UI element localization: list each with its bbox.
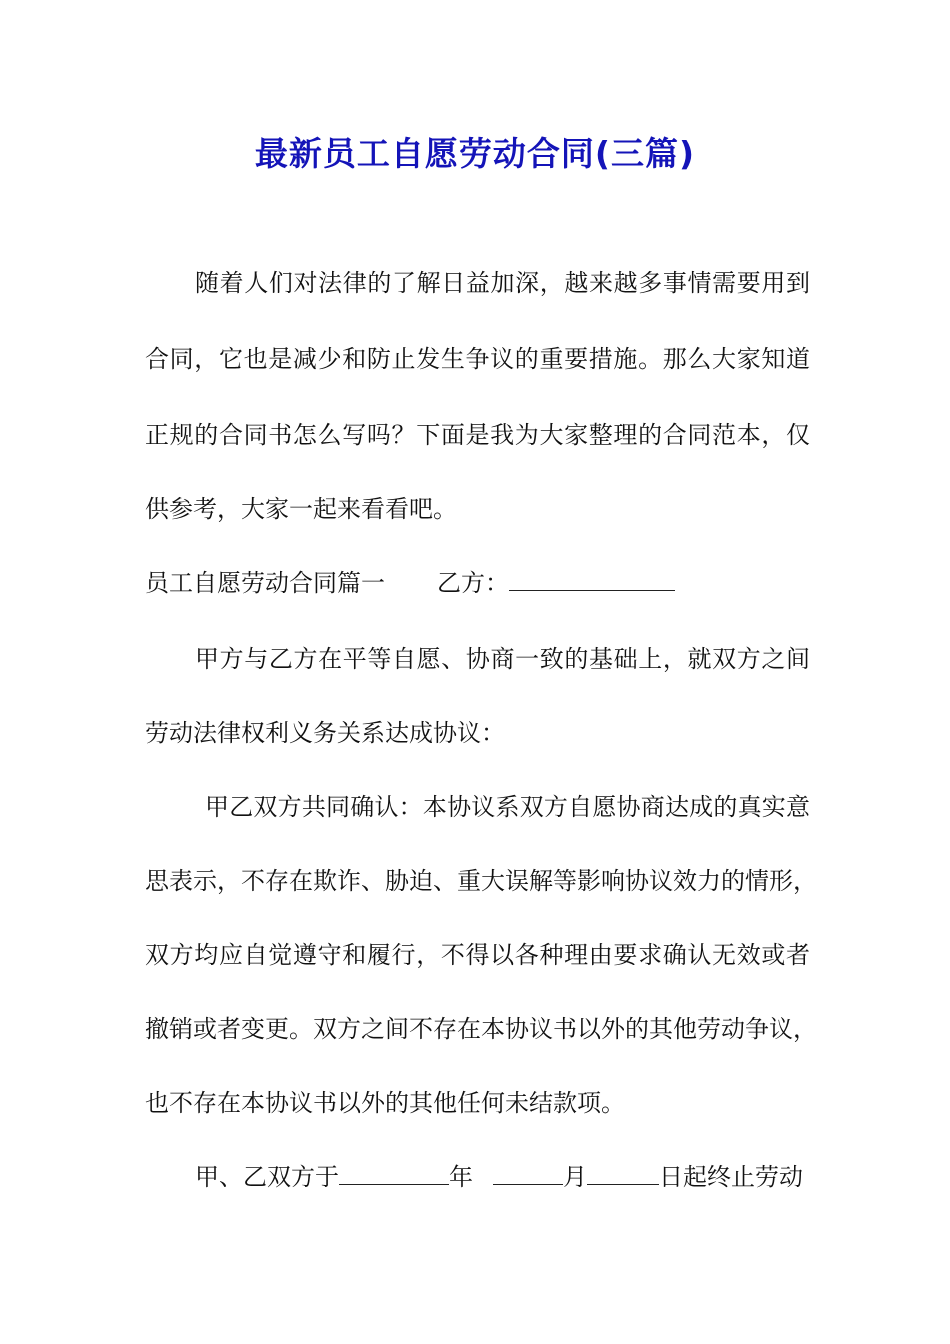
intro-line-3: 正规的合同书怎么写吗？下面是我为大家整理的合同范本，仅 [145, 421, 810, 449]
para3-suffix: 日起终止劳动 [659, 1163, 803, 1191]
para2-line-5: 也不存在本协议书以外的其他任何未结款项。 [145, 1089, 625, 1117]
para2-line-2: 思表示，不存在欺诈、胁迫、重大误解等影响协议效力的情形， [145, 867, 817, 895]
para2-line-4: 撤销或者变更。双方之间不存在本协议书以外的其他劳动争议， [145, 1015, 817, 1043]
day-blank [587, 1162, 659, 1185]
para3-prefix: 甲、乙双方于 [195, 1163, 339, 1191]
para2-line-3: 双方均应自觉遵守和履行，不得以各种理由要求确认无效或者 [145, 941, 810, 969]
section-heading-row [145, 568, 810, 598]
intro-line-1: 随着人们对法律的了解日益加深，越来越多事情需要用到 [195, 269, 810, 297]
party-b-blank [509, 568, 675, 591]
para3-line-1 [145, 1162, 810, 1192]
para2-line-1: 甲乙双方共同确认：本协议系双方自愿协商达成的真实意 [205, 793, 810, 821]
section-heading: 员工自愿劳动合同篇一 [145, 569, 385, 597]
month-label: 月 [563, 1163, 587, 1191]
year-label: 年 [449, 1163, 473, 1191]
month-blank [493, 1162, 563, 1185]
document-title: 最新员工自愿劳动合同(三篇) [254, 134, 696, 173]
intro-line-4: 供参考，大家一起来看看吧。 [145, 495, 457, 523]
year-blank [339, 1162, 449, 1185]
para1-line-2: 劳动法律权利义务关系达成协议： [145, 719, 505, 747]
para1-line-1: 甲方与乙方在平等自愿、协商一致的基础上，就双方之间 [195, 645, 810, 673]
party-b-label: 乙方： [437, 569, 509, 597]
intro-line-2: 合同，它也是减少和防止发生争议的重要措施。那么大家知道 [145, 345, 810, 373]
